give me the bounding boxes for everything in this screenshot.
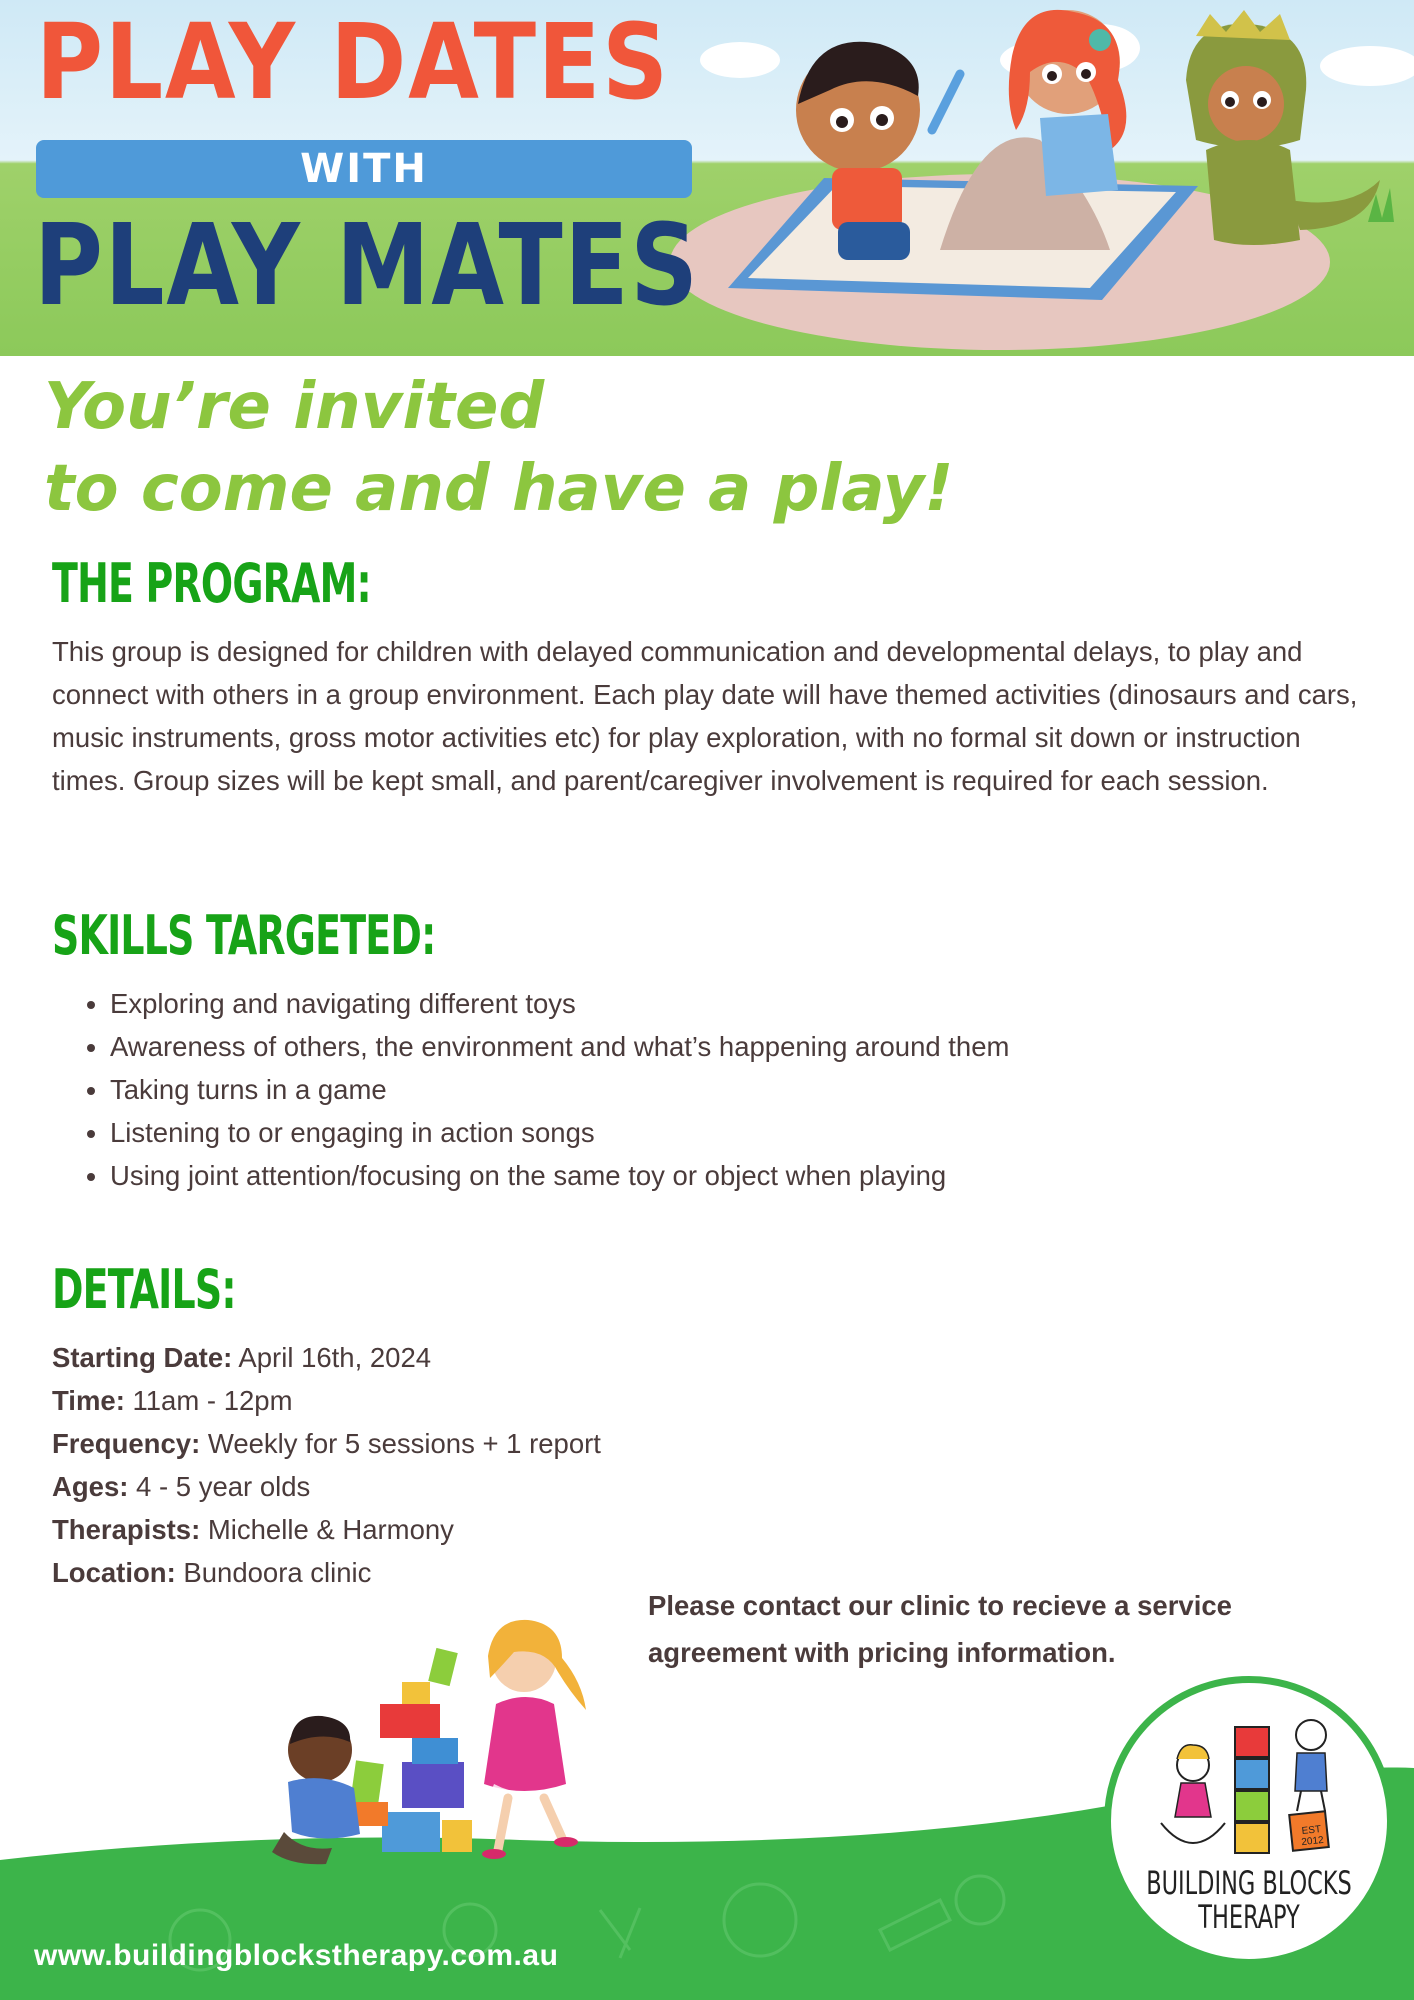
website-link[interactable]: www.buildingblockstherapy.com.au xyxy=(34,1939,559,1972)
logo-text-line-1: BUILDING BLOCKS xyxy=(1146,1864,1352,1902)
detail-row-ages xyxy=(52,1465,601,1508)
logo-text-line-2: THERAPY xyxy=(1198,1898,1300,1936)
detail-value: April 16th, 2024 xyxy=(238,1342,432,1373)
detail-row-therapists xyxy=(52,1508,601,1551)
detail-value: Weekly for 5 sessions + 1 report xyxy=(207,1428,601,1459)
detail-value: Bundoora clinic xyxy=(183,1557,372,1588)
building-blocks-therapy-logo xyxy=(1104,1676,1394,1966)
detail-label: Therapists: xyxy=(52,1514,201,1545)
banner-title-bottom: PLAY MATES xyxy=(34,201,700,331)
program-heading: THE PROGRAM: xyxy=(52,552,371,615)
skill-item: • Taking turns in a game xyxy=(110,1068,1009,1111)
skill-item: • Using joint attention/focusing on the same toy or object when playing xyxy=(110,1154,1009,1197)
detail-row-frequency xyxy=(52,1422,601,1465)
details-heading: DETAILS: xyxy=(52,1258,236,1321)
program-description: This group is designed for children with delayed communication and developmental delays, to play and connect with others in a group environment. Each play date will have themed activities (dinosaurs and cars, music instruments, gross motor activities etc) for play exploration, with no formal sit down or instruction times. Group sizes will be kept small, and parent/caregiver involvement is required for each session. xyxy=(52,636,1358,796)
detail-row-location xyxy=(52,1551,601,1594)
detail-row-time xyxy=(52,1379,601,1422)
detail-label: Location: xyxy=(52,1557,176,1588)
detail-value: 11am - 12pm xyxy=(132,1385,293,1416)
detail-value: 4 - 5 year olds xyxy=(136,1471,311,1502)
invite-line-2: to come and have a play! xyxy=(44,452,954,526)
details-list xyxy=(52,1336,601,1594)
skills-heading: SKILLS TARGETED: xyxy=(52,904,436,967)
skill-item: • Listening to or engaging in action songs xyxy=(110,1111,1009,1154)
detail-label: Starting Date: xyxy=(52,1342,233,1373)
banner-title-top: PLAY DATES xyxy=(36,1,670,123)
skill-item: • Exploring and navigating different toys xyxy=(110,982,1009,1025)
kids-building-blocks-illustration xyxy=(262,1612,592,1872)
logo-est-label: EST xyxy=(1301,1824,1322,1838)
contact-line-1: Please contact our clinic to recieve a service xyxy=(648,1590,1232,1621)
detail-label: Frequency: xyxy=(52,1428,201,1459)
invite-line-1: You’re invited xyxy=(44,370,545,444)
contact-line-2: agreement with pricing information. xyxy=(648,1637,1116,1668)
skills-list xyxy=(52,982,1009,1197)
invite-heading xyxy=(44,366,953,530)
detail-row-start-date xyxy=(52,1336,601,1379)
detail-value: Michelle & Harmony xyxy=(207,1514,454,1545)
detail-label: Time: xyxy=(52,1385,125,1416)
banner-with-pill xyxy=(36,140,692,198)
logo-est-badge xyxy=(1294,1823,1330,1848)
contact-note xyxy=(648,1582,1328,1676)
banner-with-text: WITH xyxy=(300,146,428,192)
skill-item: • Awareness of others, the environment and what’s happening around them xyxy=(110,1025,1009,1068)
detail-label: Ages: xyxy=(52,1471,129,1502)
header-banner xyxy=(0,0,1414,356)
logo-est-year: 2012 xyxy=(1300,1834,1325,1849)
